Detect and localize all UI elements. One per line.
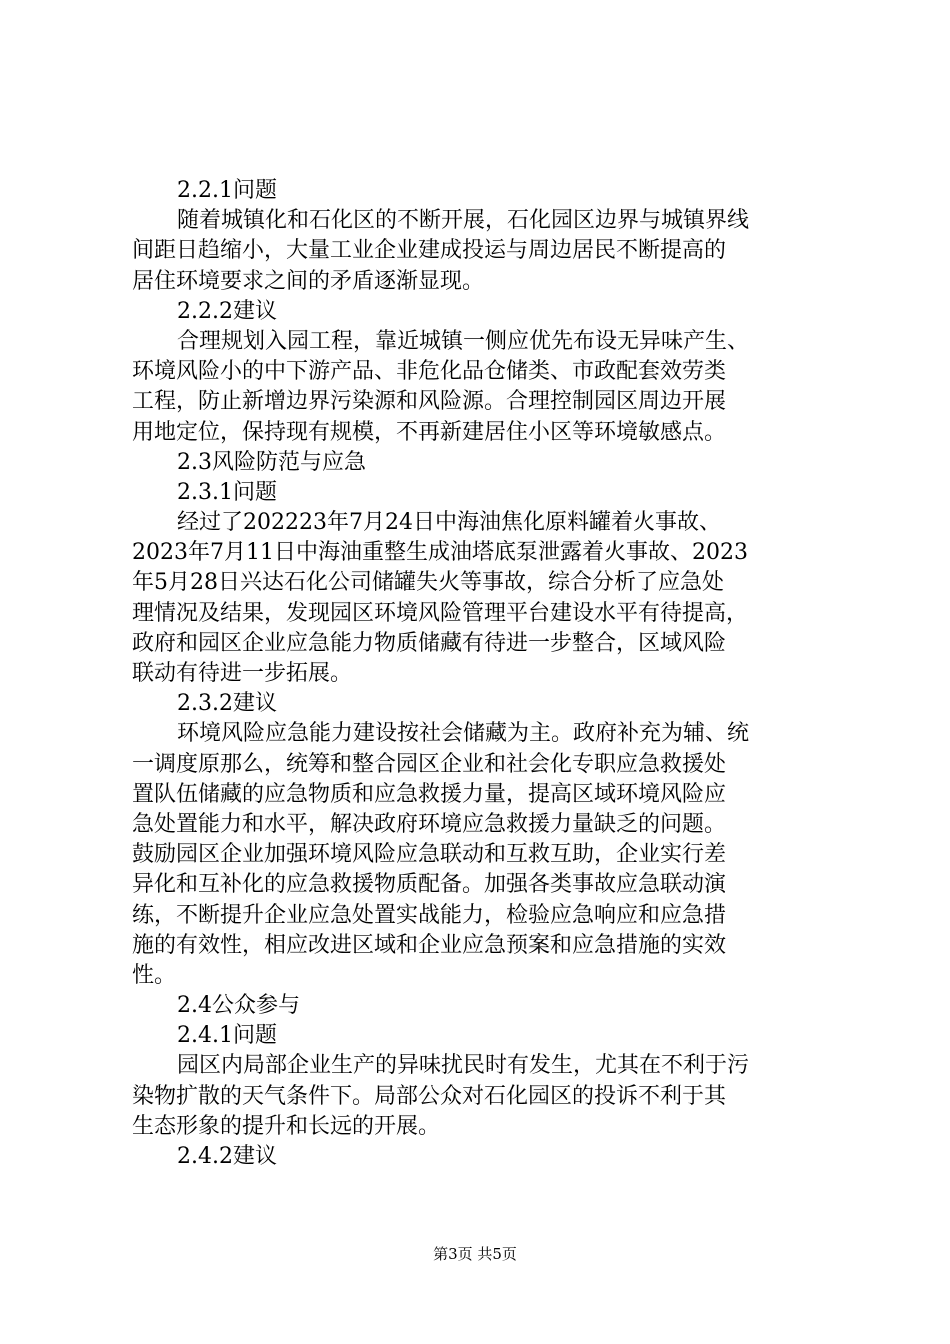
paragraph-line: 用地定位，保持现有规模，不再新建居住小区等环境敏感点。 [132,419,727,445]
paragraph-line: 置队伍储藏的应急物质和应急救援力量，提高区域环境风险应 [132,781,727,807]
paragraph-line: 鼓励园区企业加强环境风险应急联动和互救互助，企业实行差 [132,842,727,868]
paragraph-line: 急处置能力和水平，解决政府环境应急救援力量缺乏的问题。 [132,811,727,837]
paragraph-line: 联动有待进一步拓展。 [132,661,353,686]
heading-2-3: 2.3风险防范与应急 [177,449,366,475]
paragraph-line: 2023年7月11日中海油重整生成油塔底泵泄露着火事故、2023 [132,540,748,566]
paragraph-line: 间距日趋缩小，大量工业企业建成投运与周边居民不断提高的 [132,238,727,264]
page-footer: 第3页 共5页 [433,1245,517,1263]
paragraph-line: 随着城镇化和石化区的不断开展，石化园区边界与城镇界线 [177,208,750,234]
paragraph-line: 工程，防止新增边界污染源和风险源。合理控制园区周边开展 [132,389,727,415]
paragraph-line: 环境风险应急能力建设按社会储藏为主。政府补充为辅、统 [177,721,750,747]
paragraph-line: 染物扩散的天气条件下。局部公众对石化园区的投诉不利于其 [132,1083,727,1109]
paragraph-line: 环境风险小的中下游产品、非危化品仓储类、市政配套效劳类 [132,359,727,385]
heading-2-3-1: 2.3.1问题 [177,479,277,505]
paragraph-line: 居住环境要求之间的矛盾逐渐显现。 [132,268,485,294]
paragraph-line: 政府和园区企业应急能力物质储藏有待进一步整合，区域风险 [132,630,727,656]
heading-2-2-1: 2.2.1问题 [177,178,277,203]
heading-2-4: 2.4公众参与 [177,993,300,1019]
heading-2-4-2: 2.4.2建议 [177,1144,277,1169]
document-body [132,176,832,1172]
paragraph-line: 经过了202223年7月24日中海油焦化原料罐着火事故、 [177,510,721,536]
paragraph-line: 性。 [132,962,177,988]
paragraph-line: 练，不断提升企业应急处置实战能力，检验应急响应和应急措 [132,902,727,928]
heading-2-2-2: 2.2.2建议 [177,298,277,324]
heading-2-4-1: 2.4.1问题 [177,1023,277,1049]
heading-2-3-2: 2.3.2建议 [177,691,277,717]
paragraph-line: 理情况及结果，发现园区环境风险管理平台建设水平有待提高， [132,600,749,626]
paragraph-line: 施的有效性，相应改进区域和企业应急预案和应急措施的实效 [132,932,727,958]
paragraph-line: 年5月28日兴达石化公司储罐失火等事故，综合分析了应急处 [132,570,724,596]
paragraph-line: 合理规划入园工程，靠近城镇一侧应优先布设无异味产生、 [177,328,750,354]
paragraph-line: 一调度原那么，统筹和整合园区企业和社会化专职应急救援处 [132,751,727,777]
paragraph-line: 生态形象的提升和长远的开展。 [132,1113,441,1139]
paragraph-line: 园区内局部企业生产的异味扰民时有发生，尤其在不利于污 [177,1053,750,1079]
paragraph-line: 异化和互补化的应急救援物质配备。加强各类事故应急联动演 [132,872,727,898]
